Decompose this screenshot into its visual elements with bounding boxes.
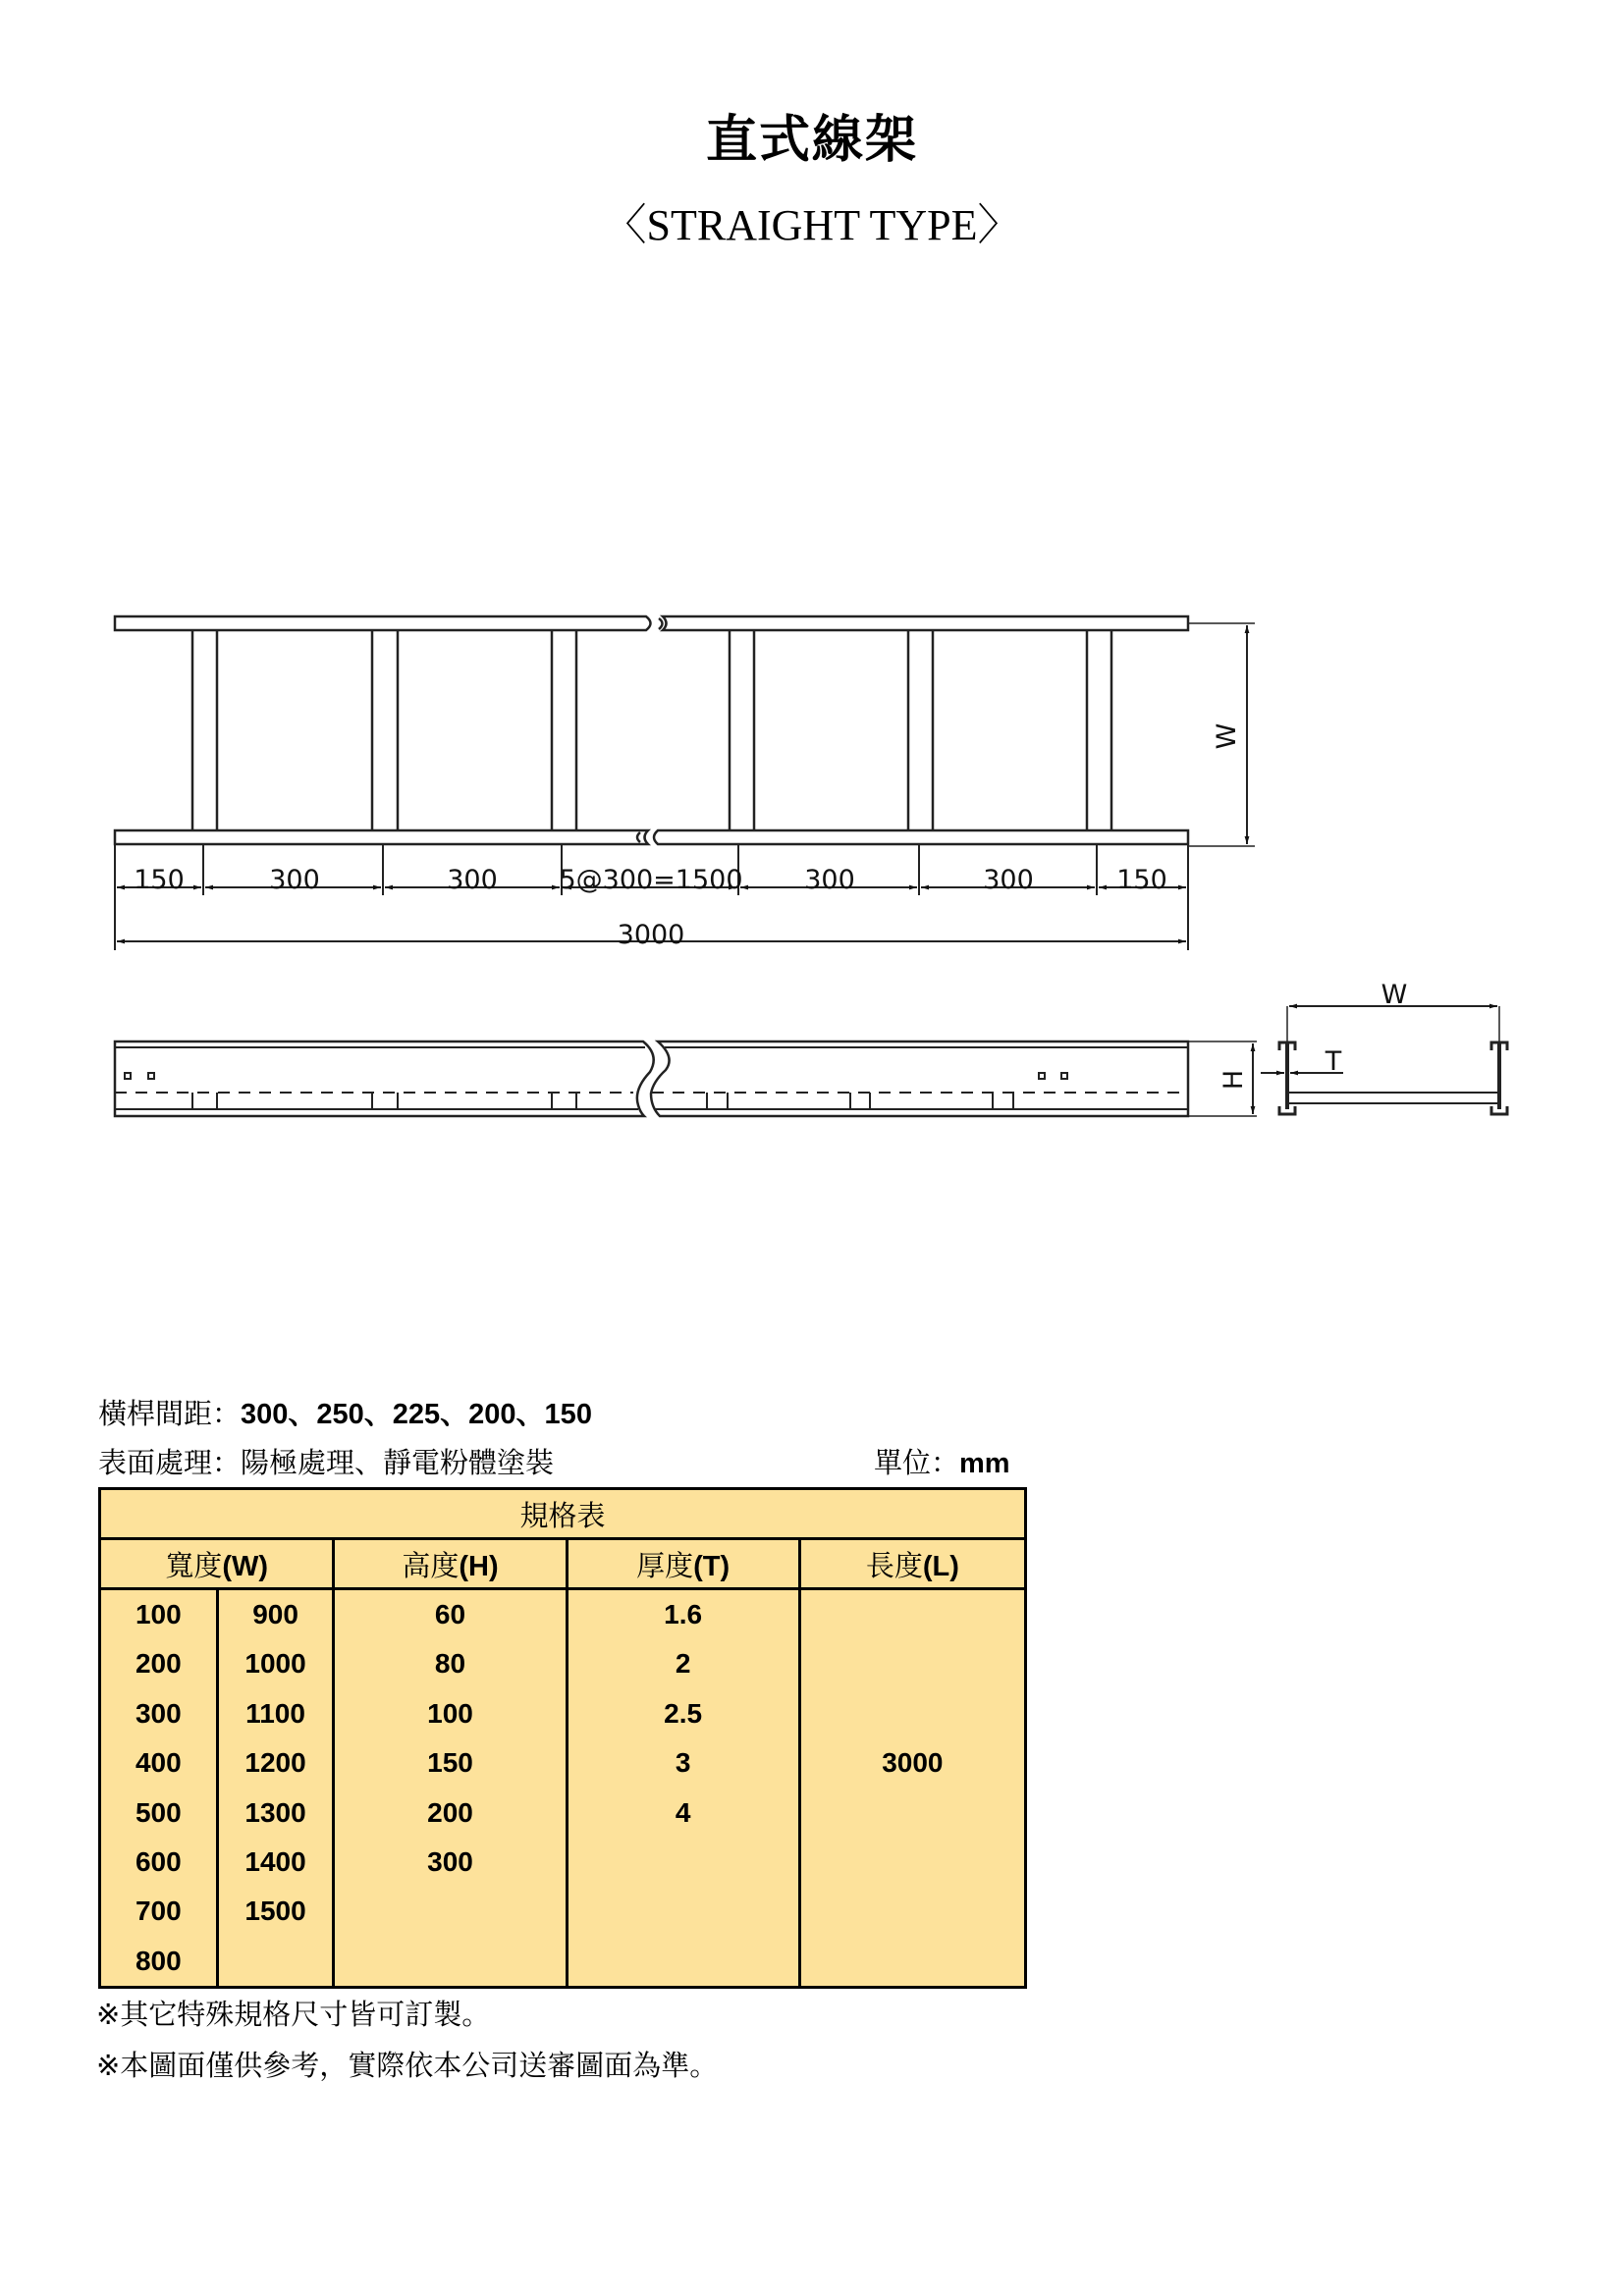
page-title: 直式線架	[705, 110, 918, 170]
unit-label: 單位：	[874, 1446, 960, 1479]
top-view	[115, 616, 1255, 950]
dim-label: 300	[983, 865, 1034, 895]
header-length: 長度(L)	[799, 1539, 1025, 1589]
thickness-label: T	[1325, 1046, 1342, 1077]
dim-label: 5@300=1500	[559, 865, 743, 895]
dim-label: 300	[269, 865, 320, 895]
spec-table-title: 規格表	[100, 1489, 1026, 1539]
side-view-labels	[1218, 1070, 1249, 1090]
dim-label: 300	[447, 865, 498, 895]
spec-table	[98, 1487, 1027, 1989]
length-column: 3000	[799, 1589, 1025, 1988]
header-thickness: 厚度(T)	[567, 1539, 799, 1589]
height-label: H	[1218, 1069, 1249, 1091]
dim-label: 150	[1116, 865, 1167, 895]
dim-label: 300	[804, 865, 855, 895]
section-width-label: W	[1380, 980, 1408, 1010]
unit-line	[874, 1441, 1010, 1481]
surface-values: 陽極處理、靜電粉體塗裝	[241, 1446, 555, 1479]
surface-treatment-line	[98, 1441, 554, 1481]
note-custom-sizes: ※其它特殊規格尺寸皆可訂製。	[96, 1998, 491, 2031]
width-column-a: 100 200 300 400 500 600 700 800	[100, 1589, 218, 1988]
page-subtitle: 〈STRAIGHT TYPE〉	[603, 201, 1021, 249]
header-width: 寬度(W)	[100, 1539, 334, 1589]
section-view-labels	[1325, 980, 1408, 1077]
note-reference-only: ※本圖面僅供參考，實際依本公司送審圖面為準。	[96, 2049, 719, 2082]
side-view	[115, 1041, 1257, 1116]
header-height: 高度(H)	[334, 1539, 567, 1589]
thickness-column: 1.6 2 2.5 3 4	[567, 1589, 799, 1988]
dim-label: 150	[134, 865, 185, 895]
section-view	[1261, 1006, 1507, 1114]
surface-label: 表面處理：	[98, 1446, 242, 1479]
total-length-label: 3000	[617, 920, 685, 950]
height-column: 60 80 100 150 200 300	[334, 1589, 567, 1988]
rung-spacing-line	[98, 1392, 592, 1432]
unit-value: mm	[959, 1448, 1010, 1479]
rung-spacing-values: 300、250、225、200、150	[241, 1399, 592, 1430]
rung-spacing-label: 橫桿間距：	[98, 1397, 242, 1430]
top-view-dimension-labels	[134, 723, 1242, 950]
width-label: W	[1212, 722, 1242, 750]
width-column-b: 900 1000 1100 1200 1300 1400 1500	[217, 1589, 334, 1988]
